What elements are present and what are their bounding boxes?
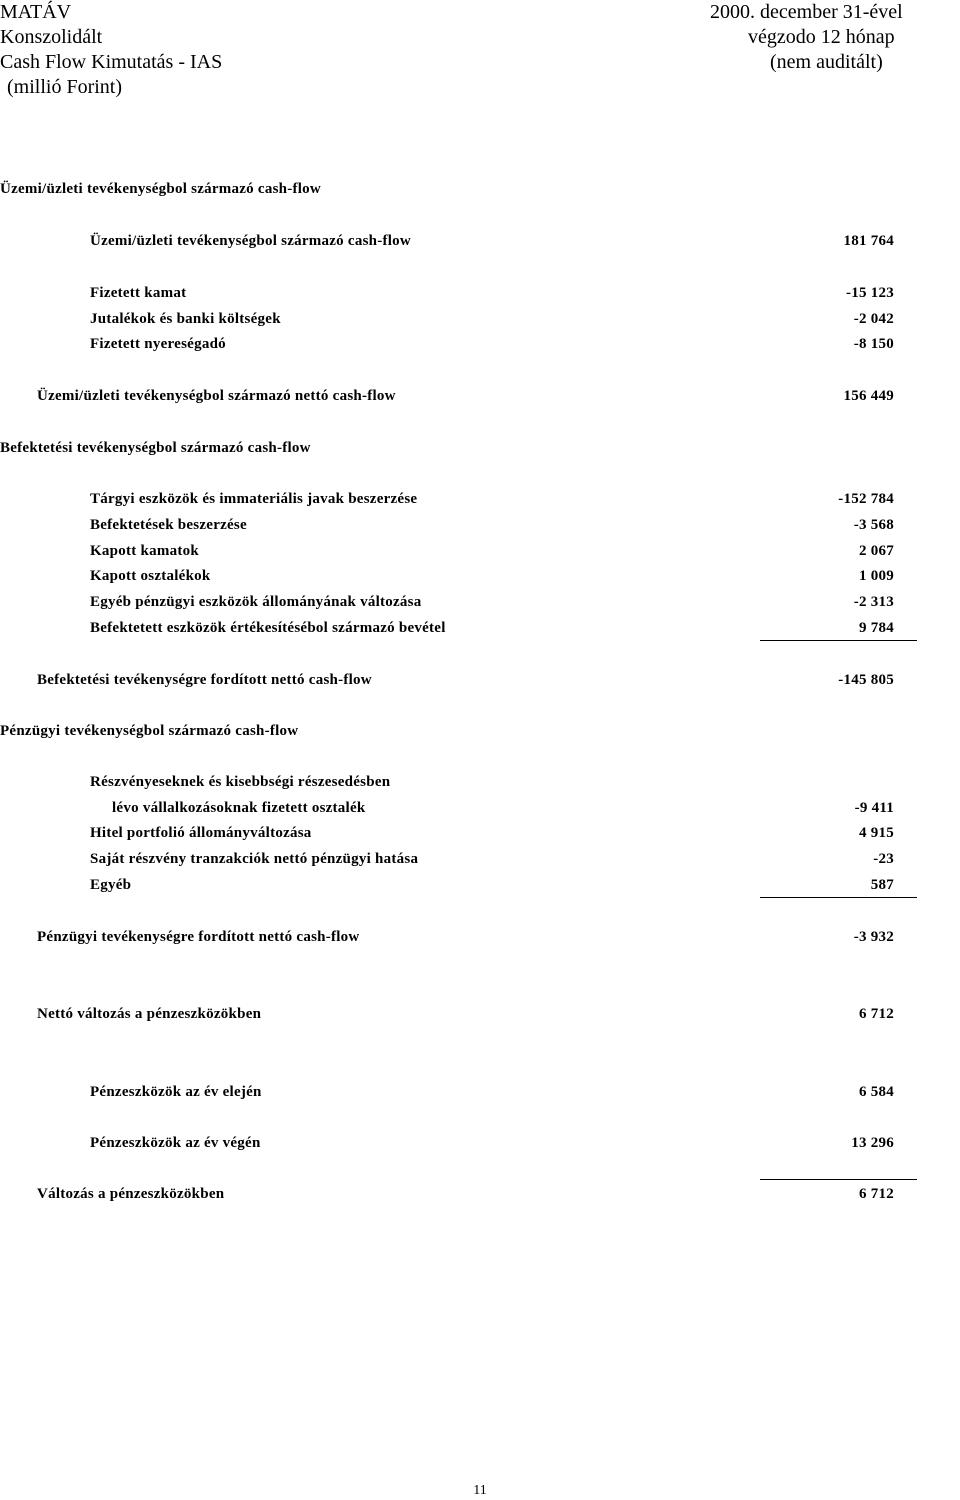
subtotal-rule — [760, 640, 917, 641]
row-value: -152 784 — [838, 491, 894, 507]
row-value: 587 — [870, 877, 894, 893]
statement-row — [0, 333, 960, 355]
company-name: MATÁV — [0, 1, 72, 23]
statement-row — [0, 1081, 960, 1103]
period-length: végzodo 12 hónap — [748, 26, 895, 48]
statement-row — [0, 230, 960, 252]
row-label: Hitel portfolió állományváltozása — [90, 825, 312, 841]
row-label: Tárgyi eszközök és immateriális javak beszerzése — [90, 491, 418, 507]
row-label: Üzemi/üzleti tevékenységbol származó nettó cash-flow — [37, 388, 396, 404]
row-label: Jutalékok és banki költségek — [90, 311, 281, 327]
row-value: 6 584 — [859, 1084, 894, 1100]
subtotal-rule — [760, 897, 917, 898]
row-label: Pénzeszközök az év elején — [90, 1084, 262, 1100]
row-value: -9 411 — [854, 800, 894, 816]
row-label: Kapott kamatok — [90, 543, 199, 559]
row-value: 6 712 — [859, 1006, 894, 1022]
row-label: Üzemi/üzleti tevékenységbol származó cash-flow — [90, 233, 412, 249]
statement-row — [0, 514, 960, 536]
audit-status: (nem auditált) — [770, 51, 883, 73]
row-label: Pénzügyi tevékenységre fordított nettó cash-flow — [37, 929, 360, 945]
section-heading-investing — [0, 437, 960, 459]
report-unit: (millió Forint) — [7, 76, 122, 98]
statement-row — [0, 540, 960, 562]
row-value: -2 313 — [853, 594, 894, 610]
row-value: 13 296 — [851, 1135, 894, 1151]
row-label: Befektetett eszközök értékesítésébol származó bevétel — [90, 620, 446, 636]
report-title: Cash Flow Kimutatás - IAS — [0, 51, 223, 73]
row-label: Üzemi/üzleti tevékenységbol származó cash-flow — [0, 181, 322, 197]
period-date: 2000. december 31-ével — [710, 1, 903, 23]
row-label: Egyéb — [90, 877, 132, 893]
subtotal-rule — [760, 1179, 917, 1180]
row-label: Fizetett kamat — [90, 285, 187, 301]
subtotal-row-investing — [0, 669, 960, 691]
row-value: 6 712 — [859, 1186, 894, 1202]
row-label: Befektetések beszerzése — [90, 517, 247, 533]
row-label: Részvényeseknek és kisebbségi részesedésben — [90, 774, 391, 790]
report-scope: Konszolidált — [0, 26, 103, 48]
row-label: Befektetési tevékenységre fordított nettó cash-flow — [37, 672, 372, 688]
statement-row — [0, 488, 960, 510]
section-heading-financing — [0, 720, 960, 742]
row-value: 4 915 — [859, 825, 894, 841]
row-label: Saját részvény tranzakciók nettó pénzügyi hatása — [90, 851, 419, 867]
row-label: Változás a pénzeszközökben — [37, 1186, 225, 1202]
net-change-row — [0, 1003, 960, 1025]
report-title-block — [0, 0, 222, 100]
row-value: -23 — [873, 851, 894, 867]
period-block — [710, 0, 903, 75]
row-value: -3 932 — [853, 929, 894, 945]
row-label: Kapott osztalékok — [90, 568, 211, 584]
row-label: Pénzeszközök az év végén — [90, 1135, 261, 1151]
row-label: Befektetési tevékenységbol származó cash-flow — [0, 440, 311, 456]
row-value: -8 150 — [853, 336, 894, 352]
statement-row — [0, 848, 960, 870]
statement-row — [0, 565, 960, 587]
statement-row — [0, 822, 960, 844]
section-heading-operating — [0, 178, 960, 200]
total-row — [0, 1183, 960, 1205]
row-label: Egyéb pénzügyi eszközök állományának változása — [90, 594, 422, 610]
row-label: Fizetett nyereségadó — [90, 336, 226, 352]
row-value: 156 449 — [843, 388, 894, 404]
statement-row — [0, 282, 960, 304]
row-label: Nettó változás a pénzeszközökben — [37, 1006, 262, 1022]
subtotal-row-financing — [0, 926, 960, 948]
page-number: 11 — [473, 1483, 487, 1498]
statement-row — [0, 797, 960, 819]
statement-row — [0, 591, 960, 613]
row-value: -3 568 — [853, 517, 894, 533]
statement-row — [0, 617, 960, 639]
subtotal-row-operating — [0, 385, 960, 407]
row-label: lévo vállalkozásoknak fizetett osztalék — [112, 800, 366, 816]
row-value: 9 784 — [859, 620, 894, 636]
statement-row — [0, 1132, 960, 1154]
row-value: 181 764 — [843, 233, 894, 249]
row-label: Pénzügyi tevékenységbol származó cash-flow — [0, 723, 299, 739]
row-value: -145 805 — [838, 672, 894, 688]
statement-row — [0, 308, 960, 330]
row-value: -15 123 — [846, 285, 894, 301]
statement-row — [0, 771, 960, 793]
statement-row — [0, 874, 960, 896]
row-value: 1 009 — [859, 568, 894, 584]
row-value: 2 067 — [859, 543, 894, 559]
row-value: -2 042 — [853, 311, 894, 327]
